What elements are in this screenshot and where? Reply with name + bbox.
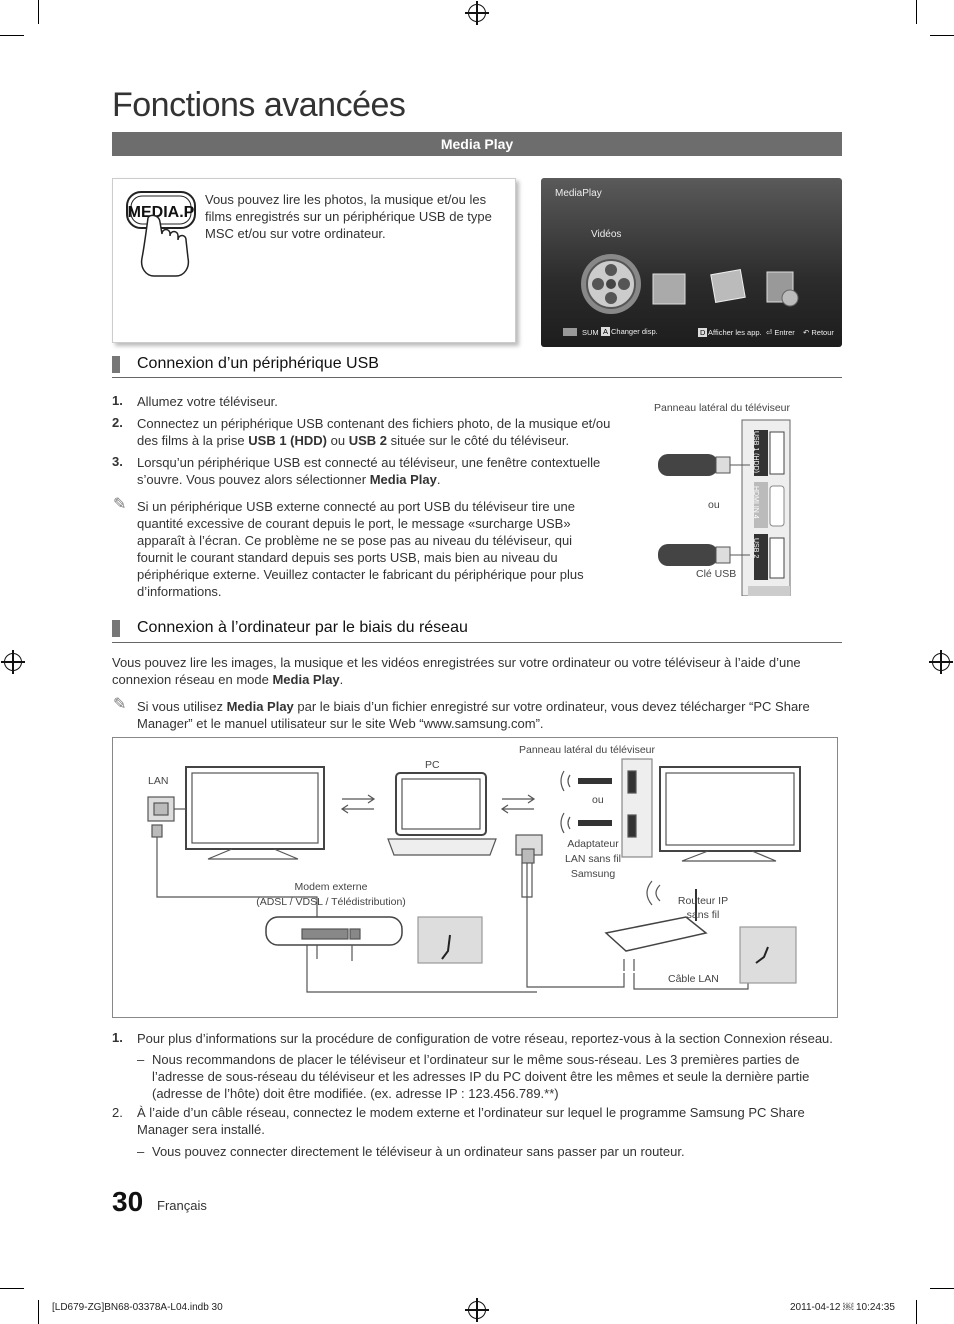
crop-mark [38,1300,39,1324]
router-label-line: Routeur IP [677,895,729,907]
adapter-label-line: Adaptateur [567,838,619,850]
usb-step-3 [137,454,617,488]
usb1-port-label: USB 1 (HDD) [752,431,759,474]
media-p-label: MEDIA.P [127,204,195,221]
step-text: Lorsqu’un périphérique USB est connecté au téléviseur, une fenêtre contextuelle s’ouvre. Vous pouvez alors sélectionner [137,455,601,487]
change-disp-label: Changer disp. [611,327,658,336]
usb-key-icon [658,454,718,476]
router-label-line: sans fil [686,909,720,921]
adapter-label-line: LAN sans fil [564,853,622,865]
photos-icon [653,274,685,304]
network-substep-1: Nous recommandons de placer le téléviseur et l’ordinateur sur le même sous-réseau. Les 3 premières parties de l’adresse de sous-réseau du téléviseur et les adresses IP du PC doivent être les mêmes et seule la dernière partie (adresse de l’hôte) doit être modifiée. (ex. adresse IP : 123.456.789.**) [152,1052,810,1101]
crop-mark [38,0,39,24]
sum-icon [563,328,577,336]
network-step-1: Pour plus d’informations sur la procédure de configuration de votre réseau, reportez-vous à la section Connexion réseau. [137,1031,833,1046]
usb-note: Si un périphérique USB externe connecté au port USB du téléviseur tire une quantité excessive de courant depuis le port, le message «surcharge USB» apparaît à l’écran. Ce problème ne se pose pas au niveau du téléviseur, qui fournit le courant standard depuis ses ports USB, mais bien au niveau du périphérique externe. Veuillez contacter le fabricant du périphérique pour plus d’informations. [137,499,584,599]
section-marker [112,356,120,373]
usb-section-heading: Connexion d’un périphérique USB [137,355,379,372]
page-title: Fonctions avancées [112,86,406,124]
dash-marker: – [137,1144,145,1159]
section-marker [112,620,120,637]
step-number: 1. [112,1030,123,1045]
back-label: ↶ Retour [803,328,834,337]
crop-mark [0,1288,24,1289]
note-pencil-icon: ✎ [113,496,127,513]
key-d: D [700,328,706,337]
wireless-adapter-label [560,837,626,882]
registration-mark-icon [468,4,486,22]
router-label [672,894,734,922]
language-label: Français [157,1198,207,1213]
tv-icon [660,767,800,851]
crop-mark [930,1288,954,1289]
network-substep-2: Vous pouvez connecter directement le téléviseur à un ordinateur sans passer par un routeur. [152,1144,685,1159]
usb-step-2 [137,415,617,449]
step-number: 1. [112,393,123,408]
usb2-port-label: USB 2 [752,538,759,559]
footer-file: [LD679-ZG]BN68-03378A-L04.indb 30 [52,1302,223,1313]
show-apps-label: Afficher les app. [708,328,762,337]
media-play-name: Media Play [226,699,294,714]
mediaplay-screenshot [541,178,842,347]
section-rule [112,642,842,643]
tv-side-panel-caption: Panneau latéral du téléviseur [654,402,791,414]
intro-text: . [339,672,344,687]
sum-label: SUM [582,328,599,337]
crop-mark [0,35,24,36]
mediaplay-bottom-bar [541,324,842,340]
mediaplay-icons [579,248,839,318]
remote-button-press-icon [124,188,200,280]
section-banner: Media Play [112,132,842,156]
footer-date: 2011-04-12 ￼ 10:24:35 [790,1302,895,1313]
adapter-label-line: Samsung [570,868,616,880]
registration-mark-icon [468,1301,486,1319]
network-note [137,698,837,732]
media-play-name: Media Play [369,472,437,487]
tv-side-panel-caption: Panneau latéral du téléviseur [519,744,656,756]
enter-text: Entrer [774,328,795,337]
hdmi-port-label: HDMI IN 4 [752,486,759,519]
enter-label: ⏎ Entrer [766,328,795,337]
modem-label-line: (ADSL / VDSL / Télédistribution) [256,896,406,908]
usb-key-icon [658,544,718,566]
usb-key-label: Clé USB [696,568,737,580]
wall-socket-icon [740,927,796,983]
pc-label: PC [425,759,440,771]
note-pencil-icon: ✎ [113,696,127,713]
crop-mark [916,1300,917,1324]
registration-mark-icon [932,653,950,671]
step-text: située sur le côté du téléviseur. [386,433,570,448]
step-number: 2. [112,415,123,430]
step-text: ou [327,433,349,448]
router-icon [606,917,706,951]
network-diagram [112,737,836,1016]
page-number: 30 [112,1186,144,1217]
note-text: par le biais d’un fichier enregistré sur votre ordinateur, vous devez télécharger “PC Share Manager” et le manuel utilisateur sur le site Web “www.samsung.com”. [137,699,810,731]
selected-item-label: Vidéos [591,229,622,240]
or-label: ou [708,499,720,511]
or-label: ou [592,794,604,806]
modem-label [248,880,414,910]
usb-step-1: Allumez votre téléviseur. [137,394,278,409]
tv-icon [186,767,324,849]
dash-marker: – [137,1052,145,1067]
network-section-heading: Connexion à l’ordinateur par le biais du réseau [137,619,468,636]
crop-mark [916,0,917,24]
network-step-2: À l’aide d’un câble réseau, connectez le modem externe et l’ordinateur sur lequel le programme Samsung PC Share Manager sera installé. [137,1105,805,1137]
mediaplay-title: MediaPlay [555,188,602,199]
intro-text: Vous pouvez lire les images, la musique et les vidéos enregistrées sur votre ordinateur ou votre téléviseur à l’aide d’une connexion réseau en mode [112,655,801,687]
crop-mark [930,35,954,36]
usb1-port-name: USB 1 (HDD) [248,433,327,448]
media-play-name: Media Play [272,672,340,687]
registration-mark-icon [4,653,22,671]
note-text: Si vous utilisez [137,699,227,714]
network-intro [112,654,832,688]
key-a: A [603,327,609,336]
back-text: Retour [811,328,834,337]
modem-label-line: Modem externe [294,881,368,893]
step-number: 3. [112,454,123,469]
intro-text: Vous pouvez lire les photos, la musique et/ou les films enregistrés sur un périphérique USB de type MSC et/ou sur votre ordinateur. [205,192,492,241]
step-text: Connectez un périphérique USB contenant des fichiers photo, de la musique et/ou des films à la prise [137,416,611,448]
step-text: . [436,472,441,487]
lan-label: LAN [148,775,169,787]
lan-cable-label: Câble LAN [668,973,719,985]
step-number: 2. [112,1105,123,1120]
usb2-port-name: USB 2 [348,433,387,448]
laptop-icon [396,773,486,835]
music-icon [711,270,745,303]
section-rule [112,377,842,378]
